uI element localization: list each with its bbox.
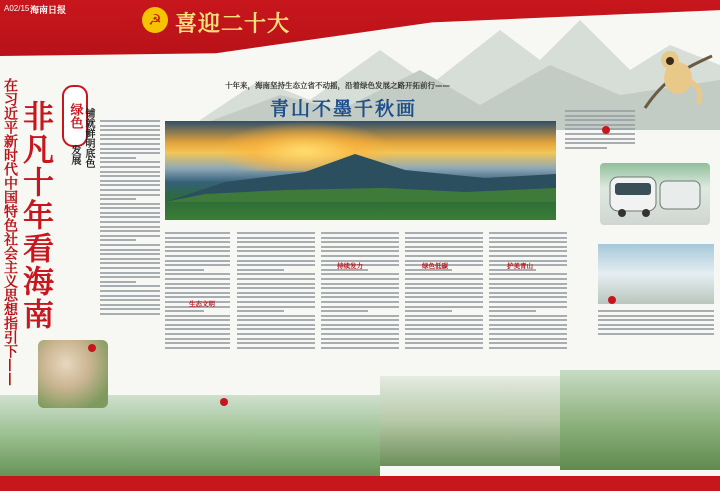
body-text-line — [405, 255, 483, 257]
body-text-line — [565, 147, 607, 149]
body-text-line — [405, 292, 483, 294]
body-text-line — [489, 255, 567, 257]
slogan: 喜迎二十大 — [175, 11, 291, 37]
body-text-line — [565, 133, 635, 135]
body-text-line — [321, 333, 399, 335]
body-text-line — [321, 347, 399, 349]
text-column-4 — [321, 232, 399, 351]
body-text-line — [237, 269, 284, 271]
section-head-4: 护美青山 — [507, 262, 533, 270]
body-text-line — [598, 324, 714, 326]
body-text-line — [165, 237, 230, 239]
body-text-line — [237, 301, 315, 303]
body-text-line — [565, 110, 635, 112]
gibbon-photo — [640, 38, 715, 113]
body-text-line — [321, 241, 399, 243]
body-text-line — [165, 292, 230, 294]
body-text-line — [165, 333, 230, 335]
body-text-line — [321, 306, 399, 308]
text-column-2 — [165, 232, 230, 351]
body-text-line — [165, 283, 230, 285]
body-text-line — [165, 347, 230, 349]
text-column-right-bottom — [598, 310, 714, 338]
feature-kicker: 十年来，海南坚持生态立省不动摇，沿着绿色发展之路开拓前行—— — [225, 81, 450, 90]
body-text-line — [237, 319, 315, 321]
farmer-photo — [38, 340, 108, 408]
body-text-line — [165, 246, 230, 248]
body-text-line — [100, 221, 160, 223]
body-text-line — [237, 324, 315, 326]
mountain-peak — [165, 152, 556, 202]
body-text-line — [100, 272, 160, 274]
body-text-line — [489, 292, 567, 294]
worker-photo — [598, 244, 714, 304]
body-text-line — [100, 166, 160, 168]
body-text-line — [100, 120, 160, 122]
body-text-line — [321, 287, 399, 289]
body-text-line — [237, 296, 315, 298]
body-text-line — [165, 342, 230, 344]
body-text-line — [165, 255, 230, 257]
body-text-line — [405, 232, 483, 234]
body-text-line — [100, 226, 160, 228]
body-text-line — [100, 129, 160, 131]
body-text-line — [100, 281, 136, 283]
body-text-line — [100, 290, 160, 292]
body-text-line — [405, 241, 483, 243]
body-text-line — [321, 232, 399, 234]
body-text-line — [489, 342, 567, 344]
body-text-line — [100, 161, 160, 163]
body-text-line — [165, 287, 230, 289]
body-text-line — [100, 203, 160, 205]
body-text-line — [405, 347, 483, 349]
body-text-line — [100, 304, 160, 306]
body-text-line — [321, 324, 399, 326]
body-text-line — [237, 342, 315, 344]
text-column-6 — [489, 232, 567, 351]
body-text-line — [321, 250, 399, 252]
body-text-line — [598, 319, 714, 321]
subheading-development: 发展 — [69, 145, 80, 165]
body-text-line — [405, 250, 483, 252]
body-text-line — [165, 324, 230, 326]
body-text-line — [100, 267, 160, 269]
body-text-line — [405, 338, 483, 340]
body-text-line — [237, 260, 315, 262]
body-text-line — [165, 232, 230, 234]
body-text-line — [165, 273, 230, 275]
body-text-line — [489, 310, 536, 312]
body-text-line — [165, 278, 230, 280]
body-text-line — [100, 207, 160, 209]
body-text-line — [321, 315, 399, 317]
body-text-line — [237, 237, 315, 239]
body-text-line — [321, 255, 399, 257]
body-text-line — [489, 273, 567, 275]
body-text-line — [405, 324, 483, 326]
body-text-line — [405, 273, 483, 275]
text-column-1 — [100, 120, 160, 318]
body-text-line — [100, 235, 160, 237]
body-text-line — [489, 250, 567, 252]
body-text-line — [100, 299, 160, 301]
body-text-line — [100, 295, 160, 297]
body-text-line — [237, 273, 315, 275]
body-text-line — [100, 171, 160, 173]
body-text-line — [489, 296, 567, 298]
caption-marker — [220, 398, 228, 406]
hero-landscape-photo — [165, 121, 556, 220]
body-text-line — [100, 239, 136, 241]
body-text-line — [100, 125, 160, 127]
body-text-line — [405, 283, 483, 285]
subheading-foundation: 铺就鲜明底色 — [83, 108, 94, 168]
body-text-line — [565, 128, 635, 130]
body-text-line — [489, 324, 567, 326]
body-text-line — [237, 347, 315, 349]
body-text-line — [565, 124, 635, 126]
body-text-line — [321, 310, 368, 312]
green-badge: 绿色 — [62, 85, 88, 147]
body-text-line — [237, 333, 315, 335]
main-headline: 非凡十年看海南 — [17, 100, 53, 331]
body-text-line — [237, 328, 315, 330]
body-text-line — [237, 278, 315, 280]
body-text-line — [100, 258, 160, 260]
body-text-line — [321, 338, 399, 340]
body-text-line — [165, 241, 230, 243]
body-text-line — [489, 319, 567, 321]
feature-title: 青山不墨千秋画 — [270, 98, 418, 120]
body-text-line — [489, 283, 567, 285]
body-text-line — [565, 142, 635, 144]
body-text-line — [165, 296, 230, 298]
body-text-line — [100, 138, 160, 140]
body-text-line — [237, 246, 315, 248]
body-text-line — [598, 315, 714, 317]
body-text-line — [405, 315, 483, 317]
body-text-line — [405, 328, 483, 330]
body-text-line — [405, 319, 483, 321]
body-text-line — [100, 134, 160, 136]
body-text-line — [165, 264, 230, 266]
body-text-line — [100, 189, 160, 191]
body-text-line — [100, 308, 160, 310]
body-text-line — [489, 287, 567, 289]
body-text-line — [100, 175, 160, 177]
caption-marker — [608, 296, 616, 304]
body-text-line — [237, 287, 315, 289]
body-text-line — [100, 184, 160, 186]
footer-bar — [0, 476, 720, 491]
body-text-line — [405, 296, 483, 298]
section-head-3: 绿色低碳 — [422, 262, 448, 270]
body-text-line — [165, 338, 230, 340]
body-text-line — [237, 315, 315, 317]
body-text-line — [489, 338, 567, 340]
body-text-line — [405, 246, 483, 248]
body-text-line — [100, 230, 160, 232]
body-text-line — [100, 148, 160, 150]
body-text-line — [100, 249, 160, 251]
body-text-line — [237, 283, 315, 285]
body-text-line — [165, 319, 230, 321]
body-text-line — [405, 278, 483, 280]
body-text-line — [165, 269, 204, 271]
body-text-line — [165, 260, 230, 262]
body-text-line — [237, 292, 315, 294]
body-text-line — [100, 194, 160, 196]
body-text-line — [321, 237, 399, 239]
body-text-line — [100, 180, 160, 182]
body-text-line — [237, 241, 315, 243]
body-text-line — [321, 296, 399, 298]
body-text-line — [489, 232, 567, 234]
body-text-line — [100, 313, 160, 315]
text-column-right-top — [565, 110, 635, 151]
body-text-line — [100, 198, 136, 200]
body-text-line — [100, 212, 160, 214]
body-text-line — [237, 232, 315, 234]
body-text-line — [489, 347, 567, 349]
body-text-line — [405, 301, 483, 303]
body-text-line — [321, 301, 399, 303]
body-text-line — [321, 278, 399, 280]
body-text-line — [598, 328, 714, 330]
body-text-line — [565, 115, 635, 117]
children-stream-photo — [560, 370, 720, 470]
body-text-line — [237, 250, 315, 252]
body-text-line — [237, 264, 315, 266]
body-text-line — [489, 301, 567, 303]
text-column-3 — [237, 232, 315, 351]
party-emblem-icon: ☭ — [142, 7, 168, 33]
body-text-line — [405, 237, 483, 239]
body-text-line — [100, 276, 160, 278]
body-text-line — [489, 333, 567, 335]
body-text-line — [237, 255, 315, 257]
body-text-line — [165, 310, 204, 312]
autonomous-bus-photo — [600, 163, 710, 225]
page-number: A02/15 — [4, 4, 30, 13]
body-text-line — [598, 333, 714, 335]
body-text-line — [405, 287, 483, 289]
body-text-line — [321, 246, 399, 248]
body-text-line — [598, 310, 714, 312]
body-text-line — [100, 157, 136, 159]
body-text-line — [100, 253, 160, 255]
body-text-line — [489, 315, 567, 317]
body-text-line — [321, 319, 399, 321]
body-text-line — [165, 250, 230, 252]
body-text-line — [489, 241, 567, 243]
body-text-line — [405, 342, 483, 344]
body-text-line — [489, 278, 567, 280]
body-text-line — [321, 342, 399, 344]
body-text-line — [100, 216, 160, 218]
body-text-line — [100, 262, 160, 264]
body-text-line — [321, 283, 399, 285]
body-text-line — [489, 237, 567, 239]
body-text-line — [100, 285, 160, 287]
body-text-line — [489, 328, 567, 330]
body-text-line — [237, 310, 284, 312]
body-text-line — [237, 306, 315, 308]
body-text-line — [100, 152, 160, 154]
text-column-5 — [405, 232, 483, 351]
body-text-line — [321, 273, 399, 275]
masthead: 海南日报 — [30, 6, 67, 16]
body-text-line — [405, 310, 452, 312]
village-photo — [380, 376, 560, 466]
body-text-line — [321, 328, 399, 330]
body-text-line — [165, 328, 230, 330]
body-text-line — [405, 306, 483, 308]
body-text-line — [100, 143, 160, 145]
body-text-line — [565, 138, 635, 140]
section-head-1: 生态文明 — [189, 300, 215, 308]
body-text-line — [565, 119, 635, 121]
rice-field-photo — [0, 395, 380, 485]
body-text-line — [489, 306, 567, 308]
body-text-line — [165, 315, 230, 317]
caption-marker — [602, 126, 610, 134]
body-text-line — [100, 244, 160, 246]
series-heading: 在习近平新时代中国特色社会主义思想指引下—— — [2, 78, 18, 386]
caption-marker — [88, 344, 96, 352]
body-text-line — [489, 246, 567, 248]
section-head-2: 持续发力 — [337, 262, 363, 270]
body-text-line — [405, 333, 483, 335]
body-text-line — [321, 292, 399, 294]
body-text-line — [237, 338, 315, 340]
